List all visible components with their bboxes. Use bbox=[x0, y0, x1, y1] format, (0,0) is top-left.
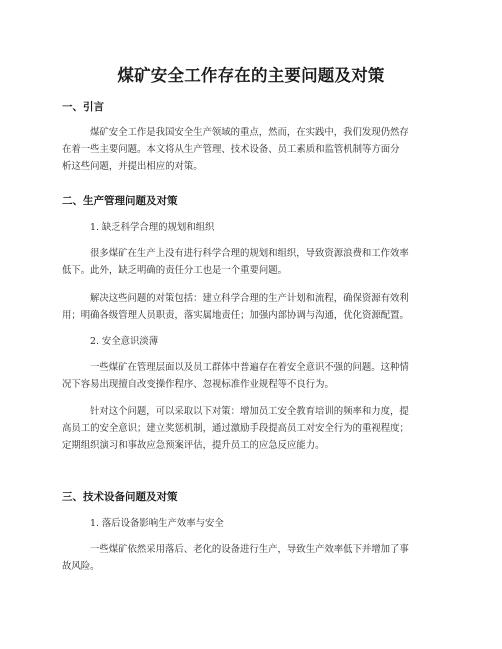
paragraph-line: 针对这个问题，可以采取以下对策：增加员工安全教育培训的频率和力度，提 bbox=[90, 406, 409, 417]
paragraph-line: 一些煤矿依然采用落后、老化的设备进行生产，导致生产效率低下并增加了事 bbox=[90, 544, 409, 555]
paragraph-planning-problem bbox=[62, 245, 444, 279]
paragraph-planning-solution bbox=[62, 290, 444, 324]
section-heading-production-management: 二、生产管理问题及对策 bbox=[62, 195, 178, 207]
subheading-outdated-equipment: 1. 落后设备影响生产效率与安全 bbox=[90, 518, 224, 529]
paragraph-line: 很多煤矿在生产上没有进行科学合理的规划和组织，导致资源浪费和工作效率 bbox=[90, 248, 409, 259]
section-heading-introduction: 一、引言 bbox=[62, 101, 104, 113]
paragraph-line: 析这些问题，并提出相应的对策。 bbox=[62, 161, 203, 172]
section-heading-technical-equipment: 三、技术设备问题及对策 bbox=[62, 491, 178, 503]
paragraph-line: 解决这些问题的对策包括：建立科学合理的生产计划和流程，确保资源有效利 bbox=[90, 293, 409, 304]
paragraph-awareness-solution bbox=[62, 403, 444, 454]
paragraph-line: 故风险。 bbox=[62, 561, 100, 572]
paragraph-line: 定期组织演习和事故应急预案评估，提升员工的应急反应能力。 bbox=[62, 440, 325, 451]
paragraph-line: 在着一些主要问题。本文将从生产管理、技术设备、员工素质和监管机制等方面分 bbox=[62, 144, 400, 155]
paragraph-line: 低下。此外，缺乏明确的责任分工也是一个重要问题。 bbox=[62, 265, 288, 276]
introduction-paragraph bbox=[62, 124, 444, 175]
document-title: 煤矿安全工作存在的主要问题及对策 bbox=[117, 66, 385, 85]
subheading-safety-awareness: 2. 安全意识淡薄 bbox=[90, 336, 159, 347]
paragraph-line: 一些煤矿在管理层面以及员工群体中普遍存在着安全意识不强的问题。这种情 bbox=[90, 362, 409, 373]
subheading-planning: 1. 缺乏科学合理的规划和组织 bbox=[90, 222, 215, 233]
paragraph-line: 况下容易出现擅自改变操作程序、忽视标准作业规程等不良行为。 bbox=[62, 379, 334, 390]
paragraph-equipment-problem bbox=[62, 541, 444, 575]
paragraph-line: 用；明确各级管理人员职责，落实属地责任；加强内部协调与沟通，优化资源配置。 bbox=[62, 310, 409, 321]
paragraph-line: 高员工的安全意识；建立奖惩机制，通过激励手段提高员工对安全行为的重视程度； bbox=[62, 423, 409, 434]
paragraph-awareness-problem bbox=[62, 359, 444, 393]
paragraph-line: 煤矿安全工作是我国安全生产领域的重点，然而，在实践中，我们发现仍然存 bbox=[90, 127, 409, 138]
